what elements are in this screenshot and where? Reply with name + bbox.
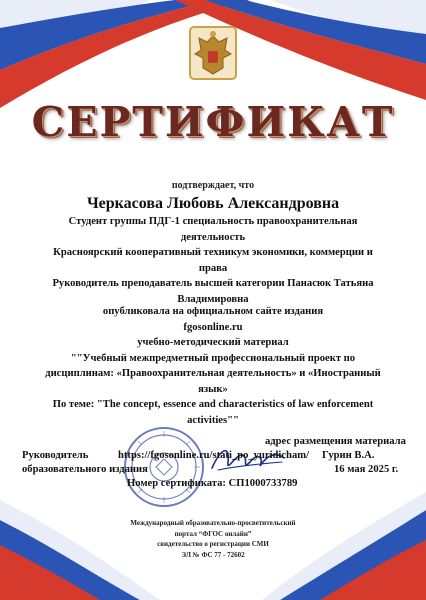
leader-name: Гурин В.А.	[322, 450, 375, 461]
publication-url[interactable]: https://fgosonline.ru/stati_po_yuridicham/	[118, 450, 310, 461]
work-title-line-1: ""Учебный межпредметный профессиональный проект по	[70, 352, 356, 364]
footer	[0, 518, 426, 560]
leader-label: Руководитель	[22, 450, 89, 461]
theme-line-2: activities""	[187, 414, 239, 426]
published-on-text: опубликовала на официальном сайте издания	[102, 306, 324, 317]
issue-date: 16 мая 2025 г.	[334, 464, 399, 475]
supervisor-line-2: Владимировна	[177, 293, 249, 305]
recipient-name: Черкасова Любовь Александровна	[86, 195, 340, 212]
student-line-2: деятельность	[180, 231, 246, 243]
footer-line-4: ЭЛ № ФС 77 - 72602	[181, 550, 245, 559]
footer-line-1: Международный образовательно-просветительский	[130, 519, 296, 527]
site-name: fgosonline.ru	[183, 321, 243, 333]
theme-line-1: По теме: "The concept, essence and characteristics of law enforcement	[52, 399, 374, 410]
work-title-line-3: язык»	[198, 383, 228, 395]
russian-coat-of-arms-icon	[189, 26, 237, 80]
college-line: Красноярский кооперативный техникум экономики, коммерции и права	[53, 247, 373, 274]
certificate-title: СЕРТИФИКАТ	[31, 98, 395, 146]
material-type: учебно-методический материал	[137, 337, 289, 348]
work-title-line-2: дисциплинам: «Правоохранительная деятельность» и «Иностранный	[45, 368, 381, 379]
confirms-text: подтверждает, что	[171, 180, 255, 191]
certificate-number: Номер сертификата: СП1000733789	[127, 478, 298, 489]
footer-line-2: портал “ФГОС онлайн”	[174, 529, 252, 538]
address-label: адрес размещения материала	[265, 436, 406, 447]
student-line-1: Студент группы ПДГ-1 специальность правоохранительная	[68, 216, 358, 227]
leader-label-2: образовательного издания	[22, 464, 148, 475]
supervisor-line-1: Руководитель преподаватель высшей категории Панасюк Татьяна	[52, 278, 374, 289]
footer-line-3: свидетельство о регистрации СМИ	[157, 540, 269, 549]
signature-block	[22, 434, 412, 494]
